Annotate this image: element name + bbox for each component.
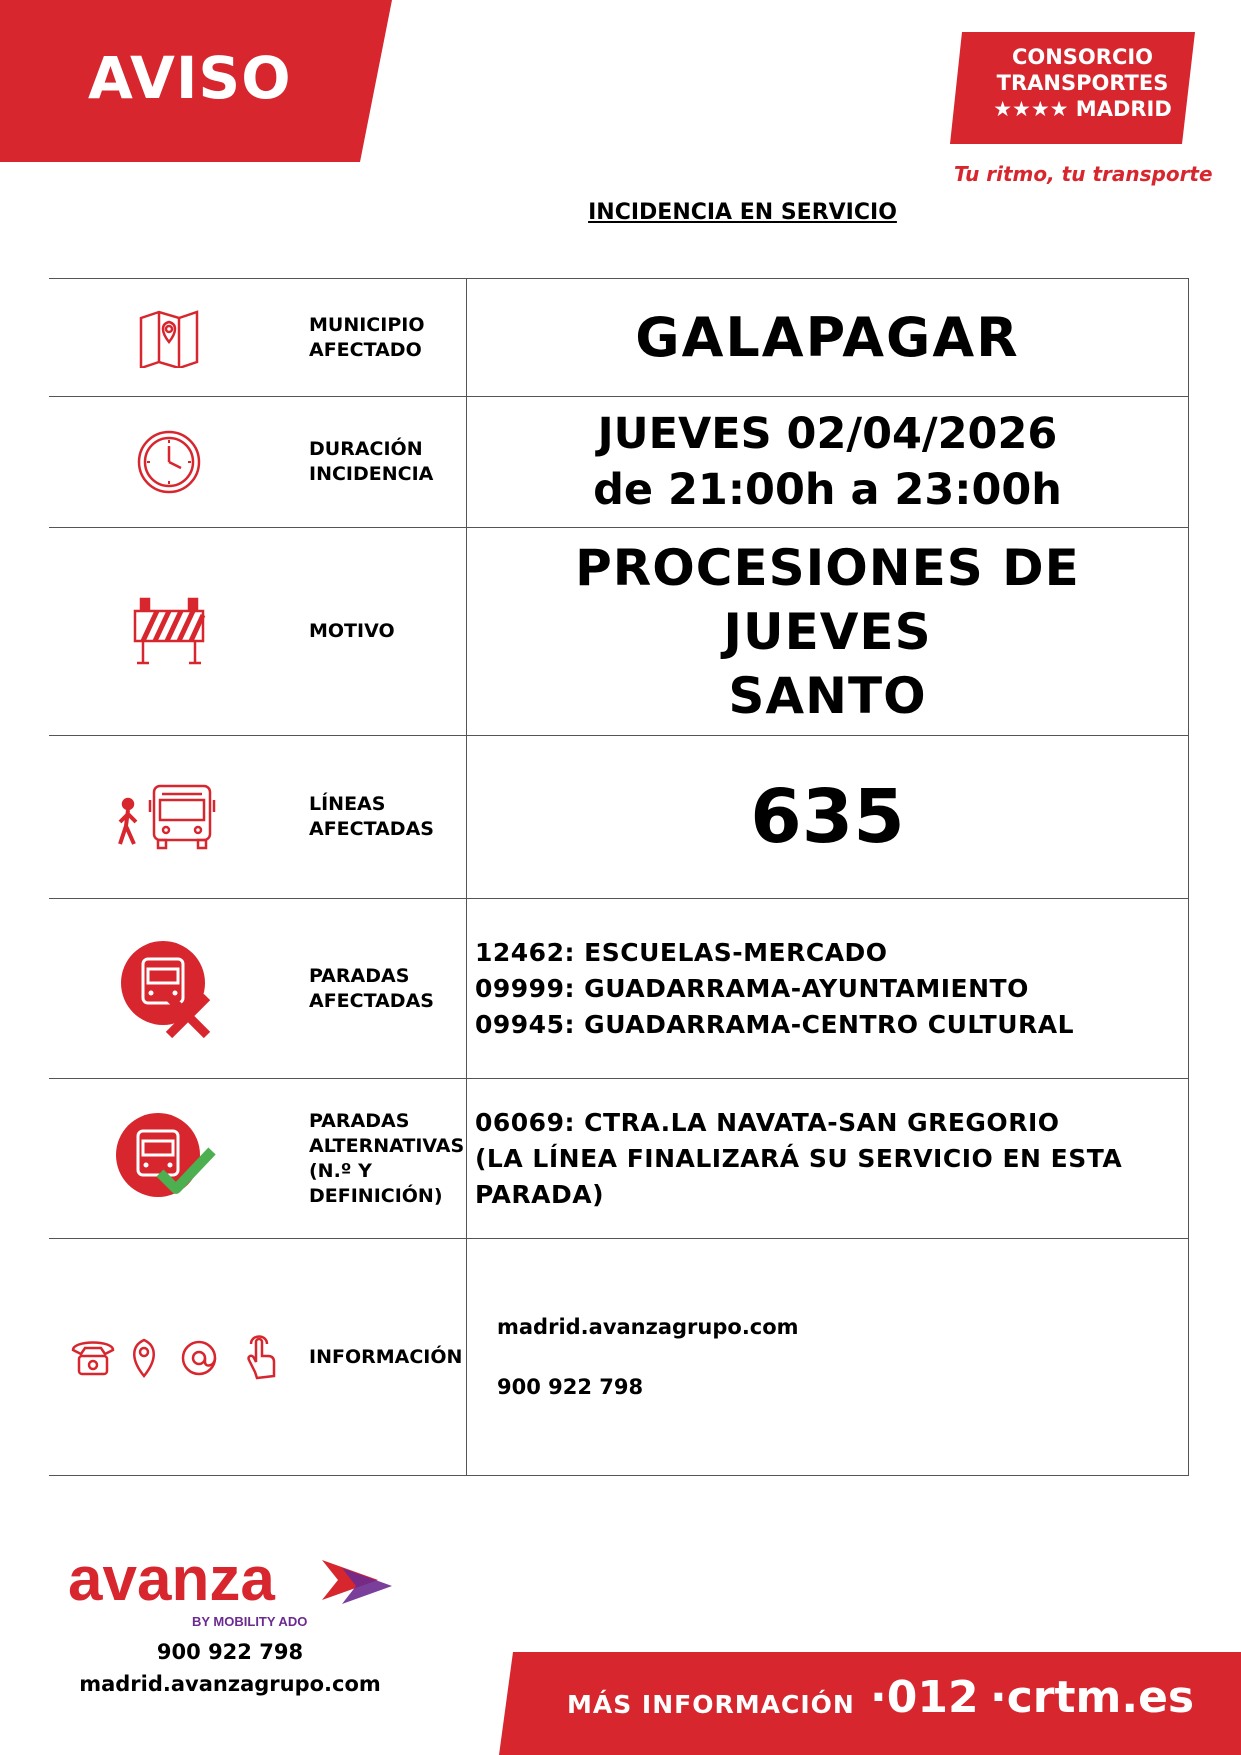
municipio-value: GALAPAGAR (635, 306, 1020, 369)
row-label-line: (N.º Y (309, 1159, 372, 1182)
row-label-line: INFORMACIÓN (309, 1345, 463, 1368)
row-label-line: PARADAS (309, 964, 410, 987)
linea-number: 635 (750, 774, 905, 860)
row-label-line: DEFINICIÓN) (309, 1184, 443, 1207)
more-info-label: MÁS INFORMACIÓN (567, 1690, 855, 1719)
row-label-line: INCIDENCIA (309, 463, 434, 485)
notice-subtitle: INCIDENCIA EN SERVICIO (588, 200, 897, 225)
crtm-logo-line-3: ★★★★ MADRID (993, 97, 1172, 121)
affected-stop: 09999: GUADARRAMA-AYUNTAMIENTO (475, 973, 1029, 1003)
affected-stop: 12462: ESCUELAS-MERCADO (475, 937, 888, 967)
info-phone[interactable]: 900 922 798 (497, 1375, 644, 1399)
row-label-line: AFECTADO (309, 338, 422, 361)
alternative-stop: 06069: CTRA.LA NAVATA-SAN GREGORIO (475, 1107, 1060, 1137)
pedestrian-bus-icon (69, 736, 269, 898)
footer-website-link[interactable]: madrid.avanzagrupo.com (79, 1672, 381, 1696)
row-paradas-alternativas (49, 1079, 1189, 1239)
incident-table (49, 278, 1189, 1476)
row-label-line: AFECTADAS (309, 989, 434, 1012)
affected-stop: 09945: GUADARRAMA-CENTRO CULTURAL (475, 1009, 1075, 1039)
alternative-note: (LA LÍNEA FINALIZARÁ SU SERVICIO EN ESTA (475, 1143, 1123, 1173)
alternative-note: PARADA) (475, 1179, 605, 1209)
row-label-line: DURACIÓN (309, 438, 423, 460)
duracion-time: de 21:00h a 23:00h (593, 465, 1062, 515)
touch-icon (249, 1337, 274, 1379)
row-label-line: MOTIVO (309, 620, 395, 642)
map-pin-icon (69, 279, 269, 396)
aviso-title: AVISO (88, 44, 292, 112)
avanza-logo (60, 1538, 400, 1638)
row-label-line: AFECTADAS (309, 818, 434, 840)
contact-icons (59, 1239, 299, 1475)
crtm-logo-line-1: CONSORCIO (1011, 45, 1154, 69)
row-paradas-afectadas (49, 899, 1189, 1079)
duracion-date: JUEVES 02/04/2026 (597, 409, 1058, 459)
row-motivo (49, 528, 1189, 736)
avanza-brand: avanza (68, 1545, 275, 1614)
avanza-sub: BY MOBILITY ADO (192, 1614, 308, 1629)
crtm-logo-text (975, 44, 1190, 122)
row-informacion (49, 1239, 1189, 1476)
crtm-logo-line-2: TRANSPORTES (996, 71, 1169, 95)
footer-phone[interactable]: 900 922 798 (156, 1640, 304, 1664)
phone-012[interactable]: ·012 (870, 1672, 979, 1723)
crtm-website-link[interactable]: ·crtm.es (990, 1672, 1195, 1723)
motivo-line-2: SANTO (728, 666, 927, 725)
location-icon (134, 1340, 154, 1376)
clock-icon (69, 397, 269, 527)
row-label-line: PARADAS (309, 1109, 410, 1132)
info-website-link[interactable]: madrid.avanzagrupo.com (497, 1315, 799, 1339)
row-label-line: ALTERNATIVAS (309, 1134, 465, 1157)
row-label-line: LÍNEAS (309, 793, 386, 815)
motivo-line-1: PROCESIONES DE JUEVES (575, 538, 1080, 661)
crtm-tagline: Tu ritmo, tu transporte (954, 162, 1213, 186)
road-barrier-icon (69, 528, 269, 735)
row-duracion (49, 397, 1189, 528)
phone-icon (73, 1343, 113, 1375)
bus-stop-check-icon (69, 1079, 269, 1238)
row-label-line: MUNICIPIO (309, 313, 425, 336)
at-sign-icon (183, 1342, 215, 1374)
row-lineas (49, 736, 1189, 899)
row-municipio (49, 279, 1189, 397)
bus-stop-cancelled-icon (69, 899, 269, 1078)
